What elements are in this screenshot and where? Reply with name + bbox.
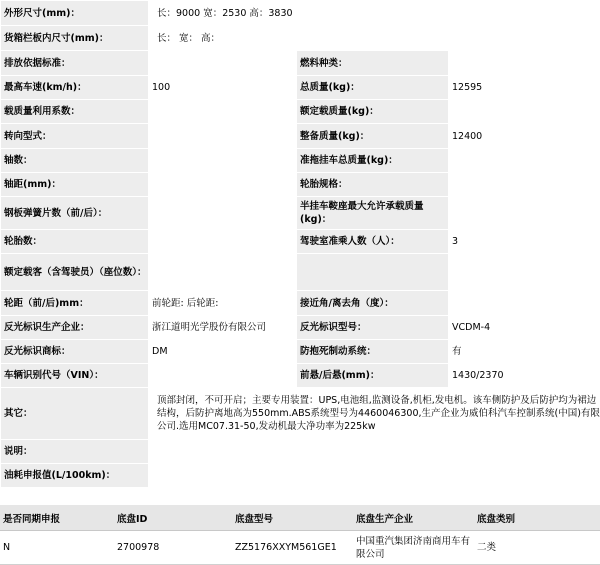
spec-label: 转向型式： <box>1 124 149 149</box>
spec-label: 反光标识型号： <box>297 316 449 340</box>
spec-value: 3 <box>449 230 600 254</box>
spec-row <box>1 316 600 340</box>
spec-row <box>1 197 600 230</box>
chassis-model: ZZ5176XXYM561GE1 <box>232 531 353 565</box>
spec-label: 排放依据标准： <box>1 51 149 76</box>
chassis-id: 2700978 <box>114 531 232 565</box>
chassis-maker: 中国重汽集团济南商用车有限公司 <box>353 531 474 565</box>
spec-label: 轴数： <box>1 149 149 173</box>
spec-label: 准拖挂车总质量(kg)： <box>297 149 449 173</box>
chassis-header-model: 底盘型号 <box>232 505 353 531</box>
chassis-category: 二类 <box>474 531 600 565</box>
spec-label: 车辆识别代号（VIN）： <box>1 364 149 388</box>
spec-label: 轮胎规格： <box>297 173 449 197</box>
spec-value <box>149 100 297 124</box>
spec-row <box>1 1 600 26</box>
spec-value: 长：9000 宽：2530 高：3830 <box>149 1 600 26</box>
spec-value <box>149 197 297 230</box>
spec-value: 前轮距: 后轮距: <box>149 291 297 316</box>
spec-label: 防抱死制动系统： <box>297 340 449 364</box>
spec-label: 整备质量(kg)： <box>297 124 449 149</box>
spec-value: 顶部封闭，不可开启；主要专用装置：UPS,电池组,监测设备,机柜,发电机。该车侧防护及后防护均为裙边结构，后防护离地高为550mm.ABS系统型号为4460046300,生产企业为威伯科汽车控制系统(中国)有限公司.选用MC07.31-50,发动机最大净功率为225kw <box>149 388 600 440</box>
spec-value <box>449 51 600 76</box>
spec-value: DM <box>149 340 297 364</box>
chassis-header-id: 底盘ID <box>114 505 232 531</box>
spec-value: 12595 <box>449 76 600 100</box>
spec-row <box>1 388 600 440</box>
spec-value <box>149 173 297 197</box>
spec-value: 12400 <box>449 124 600 149</box>
spec-label: 反光标识生产企业： <box>1 316 149 340</box>
chassis-synced: N <box>0 531 114 565</box>
spec-row <box>1 440 600 464</box>
spec-value <box>149 440 600 464</box>
spec-value <box>149 254 297 291</box>
spec-value <box>149 51 297 76</box>
spec-label: 反光标识商标： <box>1 340 149 364</box>
spec-row <box>1 173 600 197</box>
chassis-table <box>0 505 600 565</box>
spec-label: 轮胎数： <box>1 230 149 254</box>
spec-value <box>149 464 600 488</box>
spec-value <box>149 124 297 149</box>
spec-value <box>149 364 297 388</box>
spec-label: 前悬/后悬(mm)： <box>297 364 449 388</box>
spec-label: 最高车速(km/h)： <box>1 76 149 100</box>
spec-row <box>1 124 600 149</box>
spec-value <box>449 197 600 230</box>
spec-label: 额定载客（含驾驶员）（座位数）： <box>1 254 149 291</box>
spec-value <box>449 173 600 197</box>
spec-value <box>449 149 600 173</box>
chassis-header-category: 底盘类别 <box>474 505 600 531</box>
spec-label: 驾驶室准乘人数（人）： <box>297 230 449 254</box>
spec-row <box>1 254 600 291</box>
spec-label: 外形尺寸(mm)： <box>1 1 149 26</box>
spec-label: 货箱栏板内尺寸(mm)： <box>1 26 149 51</box>
spec-value: 100 <box>149 76 297 100</box>
chassis-header-row <box>0 505 600 531</box>
spec-row <box>1 291 600 316</box>
spec-value: VCDM-4 <box>449 316 600 340</box>
spec-label: 额定载质量(kg)： <box>297 100 449 124</box>
spec-label: 半挂车鞍座最大允许承载质量(kg)： <box>297 197 449 230</box>
spec-row <box>1 51 600 76</box>
spec-label: 钢板弹簧片数（前/后）： <box>1 197 149 230</box>
spec-label: 接近角/离去角（度）： <box>297 291 449 316</box>
spec-row <box>1 100 600 124</box>
spec-label: 轮距（前/后)mm： <box>1 291 149 316</box>
spec-label: 说明： <box>1 440 149 464</box>
spec-row <box>1 76 600 100</box>
spec-value <box>449 254 600 291</box>
spec-label: 油耗申报值(L/100km)： <box>1 464 149 488</box>
spec-row <box>1 464 600 488</box>
spec-value: 长： 宽： 高： <box>149 26 600 51</box>
spec-row <box>1 149 600 173</box>
spec-row <box>1 364 600 388</box>
chassis-row <box>0 531 600 565</box>
spec-label: 载质量利用系数： <box>1 100 149 124</box>
spec-value <box>449 291 600 316</box>
spec-row <box>1 26 600 51</box>
spec-label: 燃料种类： <box>297 51 449 76</box>
spec-value <box>149 230 297 254</box>
spec-label: 总质量(kg)： <box>297 76 449 100</box>
spec-value: 有 <box>449 340 600 364</box>
chassis-header-synced: 是否同期申报 <box>0 505 114 531</box>
chassis-header-maker: 底盘生产企业 <box>353 505 474 531</box>
spec-row <box>1 340 600 364</box>
spec-value <box>149 149 297 173</box>
spec-value <box>449 100 600 124</box>
spec-value: 浙江道明光学股份有限公司 <box>149 316 297 340</box>
spec-label: 轴距(mm)： <box>1 173 149 197</box>
spec-label: 其它： <box>1 388 149 440</box>
spec-row <box>1 230 600 254</box>
spec-label <box>297 254 449 291</box>
spec-value: 1430/2370 <box>449 364 600 388</box>
